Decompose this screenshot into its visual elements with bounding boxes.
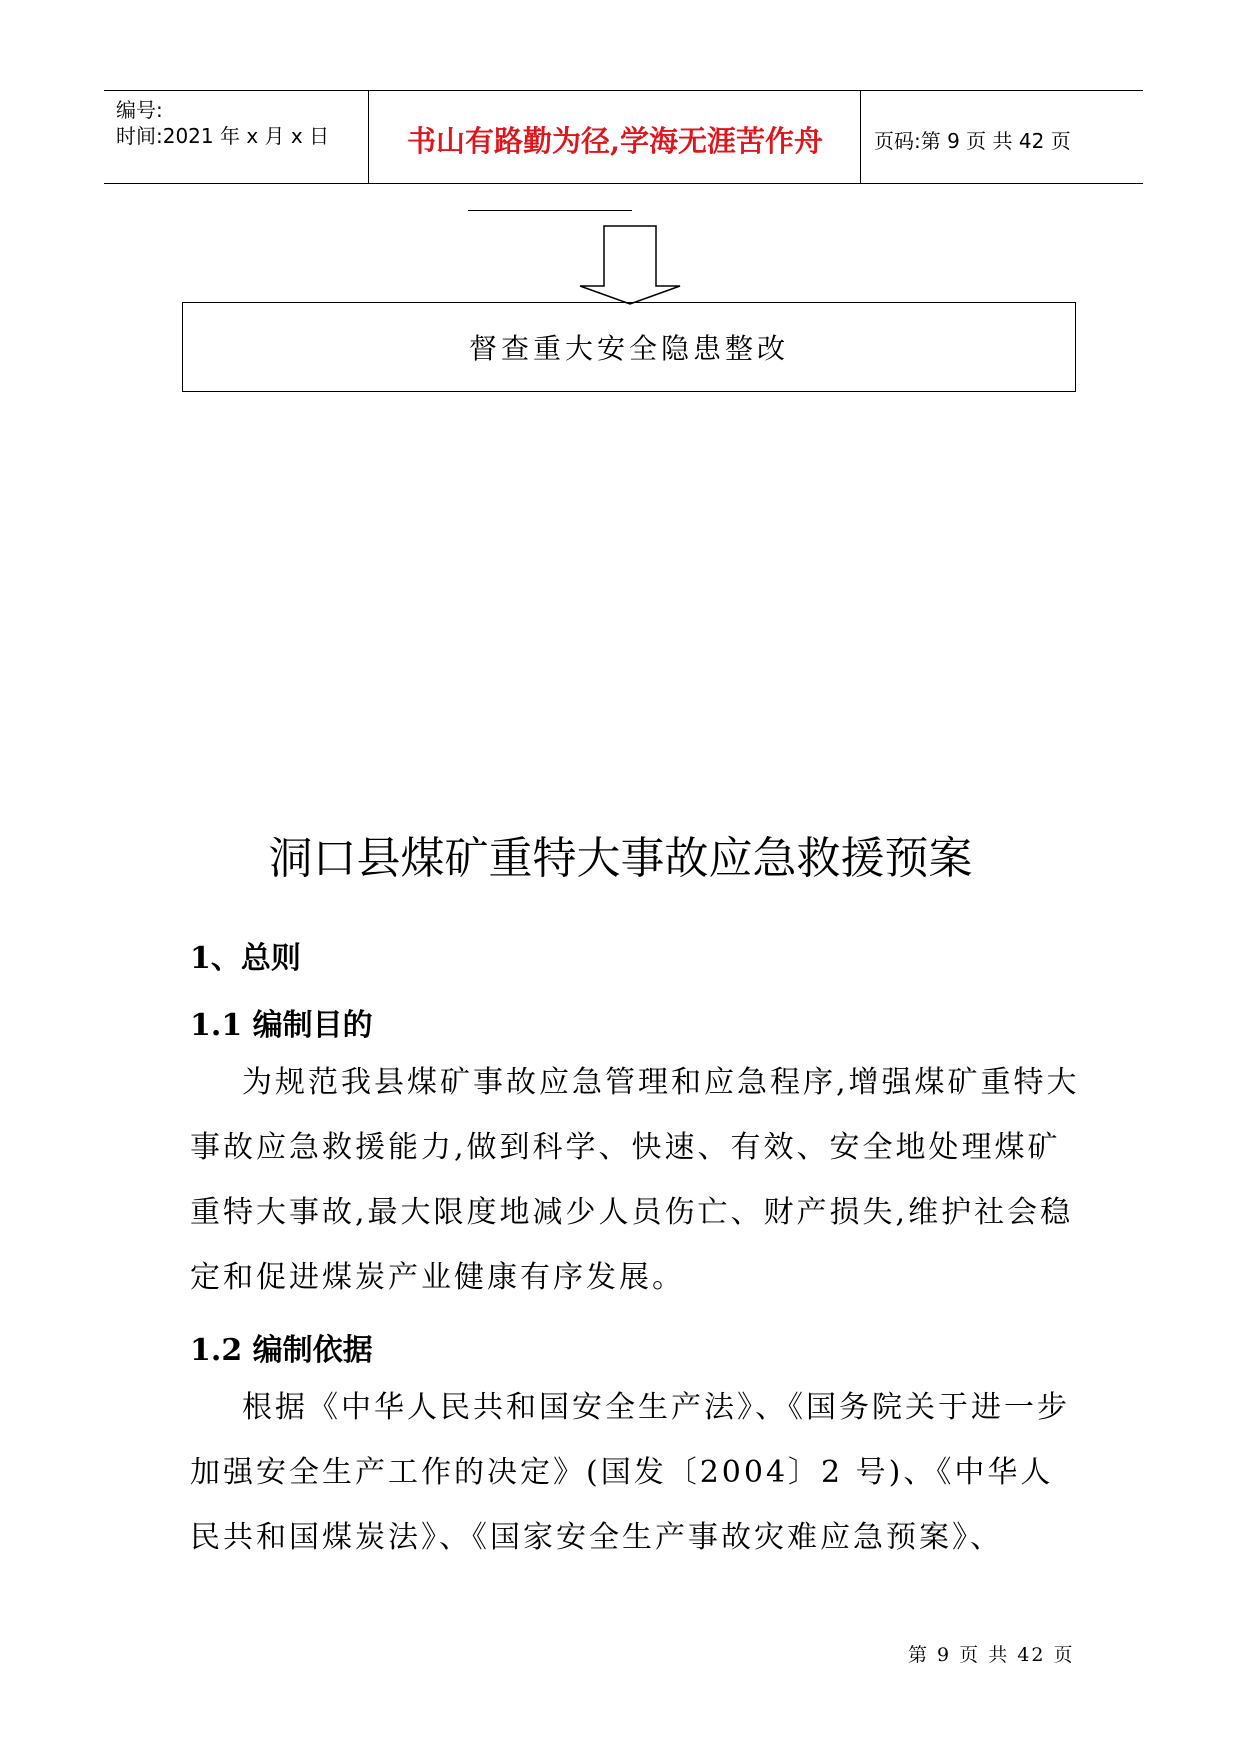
- header-bottom-border: [104, 183, 1143, 184]
- paragraph-basis: 根据《中华人民共和国安全生产法》、《国务院关于进一步加强安全生产工作的决定》(国发〔2004〕2 号)、《中华人民共和国煤炭法》、《国家安全生产事故灾难应急预案》、: [190, 1390, 1070, 1555]
- header-motto: 书山有路勤为径,学海无涯苦作舟: [406, 124, 824, 158]
- section-heading-basis: 1.2 编制依据: [190, 1333, 373, 1368]
- header-page-info: 页码:第 9 页 共 42 页: [874, 129, 1071, 153]
- paragraph-purpose: 为规范我县煤矿事故应急管理和应急程序,增强煤矿重特大事故应急救援能力,做到科学、快速、有效、安全地处理煤矿重特大事故,最大限度地减少人员伤亡、财产损失,维护社会稳定和促进煤炭产业健康有序发展。: [190, 1065, 1080, 1295]
- flow-box-text: 督查重大安全隐患整改: [468, 332, 789, 365]
- header-divider-right: [860, 90, 861, 184]
- down-arrow-icon: [570, 220, 690, 306]
- footer-page-number: 第 9 页 共 42 页: [908, 1644, 1075, 1666]
- header-divider-left: [368, 90, 369, 184]
- header-top-border: [104, 90, 1143, 91]
- serial-label: 编号:: [116, 98, 163, 122]
- flow-connector-line: [468, 210, 632, 211]
- document-title: 洞口县煤矿重特大事故应急救援预案: [268, 833, 973, 884]
- section-heading-general: 1、总则: [190, 941, 301, 976]
- section-heading-purpose: 1.1 编制目的: [190, 1008, 373, 1043]
- flow-box: [182, 302, 1076, 392]
- date-label: 时间:2021 年 x 月 x 日: [116, 124, 330, 148]
